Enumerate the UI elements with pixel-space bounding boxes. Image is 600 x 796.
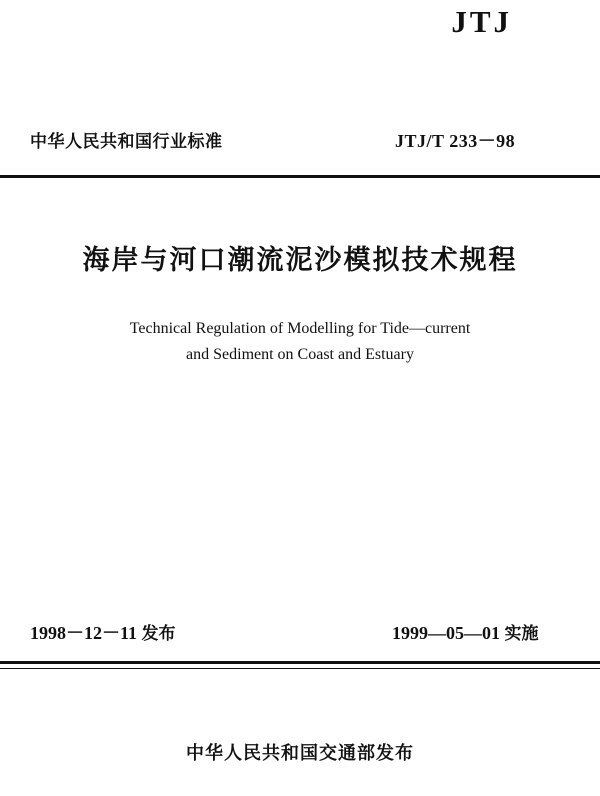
title-english-line-2: and Sediment on Coast and Estuary — [186, 346, 414, 363]
bottom-divider-thick — [0, 661, 600, 664]
title-english-line-1: Technical Regulation of Modelling for Tide—current — [129, 320, 471, 337]
jtj-logo: JTJ — [451, 4, 512, 39]
top-divider — [0, 175, 600, 178]
issue-date: 1998－12－11 — [30, 623, 138, 643]
bottom-divider-thin — [0, 668, 600, 669]
publisher: 中华人民共和国交通部发布 — [186, 743, 414, 764]
title-chinese: 海岸与河口潮流泥沙模拟技术规程 — [82, 245, 518, 276]
issue-label: 发布 — [141, 624, 176, 644]
issue-date-block — [30, 619, 176, 645]
standard-category: 中华人民共和国行业标准 — [30, 132, 223, 152]
effective-date: 1999—05—01 — [392, 623, 500, 643]
effective-label: 实施 — [504, 624, 539, 644]
standard-code: JTJ/T 233－98 — [395, 131, 516, 151]
effective-date-block — [392, 619, 539, 644]
title-english — [0, 316, 600, 368]
